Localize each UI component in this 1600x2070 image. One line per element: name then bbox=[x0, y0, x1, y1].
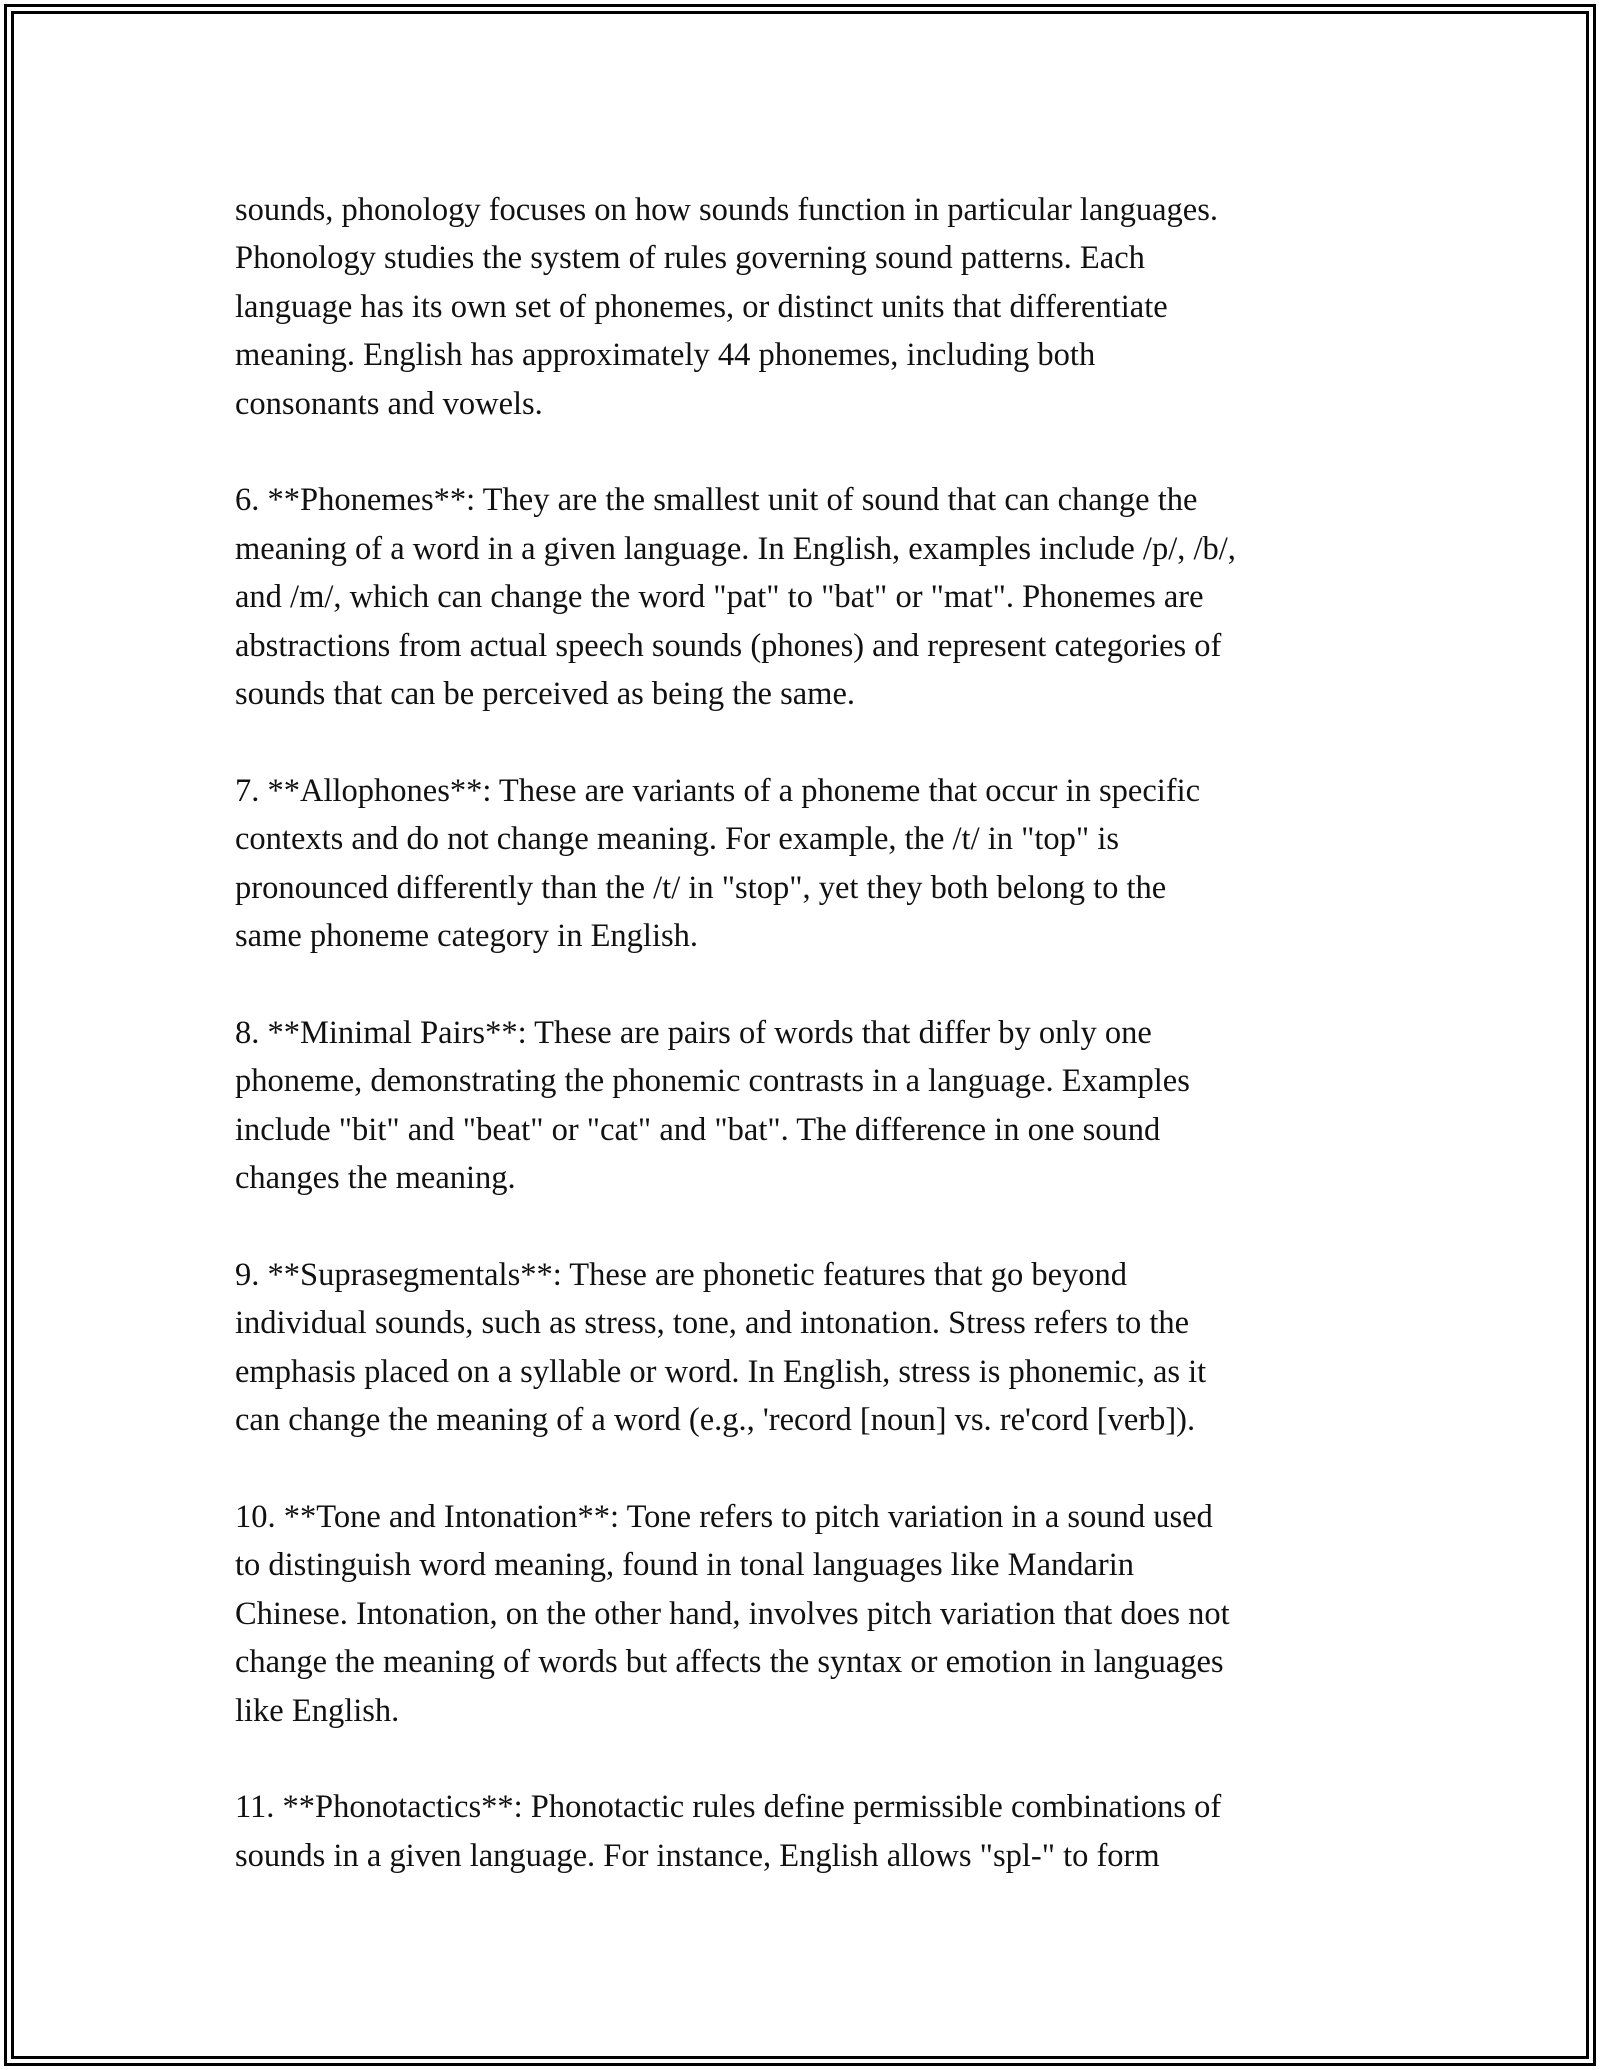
paragraph-minimal-pairs: 8. **Minimal Pairs**: These are pairs of words that differ by only one phoneme, demonstrating the phonemic contrasts in a language. Examples include "bit" and "beat" or "cat" and "bat". The difference in one sound changes the meaning. bbox=[235, 1014, 1190, 1197]
paragraph-phonotactics: 11. **Phonotactics**: Phonotactic rules define permissible combinations of sounds in a given language. For instance, English allows "spl-" to form bbox=[235, 1789, 1222, 1874]
document-body bbox=[235, 186, 1370, 1929]
paragraph-phonemes: 6. **Phonemes**: They are the smallest unit of sound that can change the meaning of a word in a given language. In English, examples include /p/, /b/, and /m/, which can change the word "pat" to "bat" or "mat". Phonemes are abstractions from actual speech sounds (phones) and represent categories of sounds that can be perceived as being the same. bbox=[235, 482, 1236, 713]
paragraph-suprasegmentals: 9. **Suprasegmentals**: These are phonetic features that go beyond individual sounds, such as stress, tone, and intonation. Stress refers to the emphasis placed on a syllable or word. In English, stress is phonemic, as it can change the meaning of a word (e.g., 'record [noun] vs. re'cord [verb]). bbox=[235, 1256, 1207, 1439]
paragraph-tone-and-intonation: 10. **Tone and Intonation**: Tone refers to pitch variation in a sound used to distinguish word meaning, found in tonal languages like Mandarin Chinese. Intonation, on the other hand, involves pitch variation that does not change the meaning of words but affects the syntax or emotion in languages like English. bbox=[235, 1498, 1230, 1729]
paragraph-allophones: 7. **Allophones**: These are variants of a phoneme that occur in specific contexts and do not change meaning. For example, the /t/ in "top" is pronounced differently than the /t/ in "stop", yet they both belong to the same phoneme category in English. bbox=[235, 772, 1201, 955]
paragraph-phonology-intro: sounds, phonology focuses on how sounds function in particular languages. Phonology studies the system of rules governing sound patterns. Each language has its own set of phonemes, or distinct units that differentiate meaning. English has approximately 44 phonemes, including both consonants and vowels. bbox=[235, 192, 1218, 422]
